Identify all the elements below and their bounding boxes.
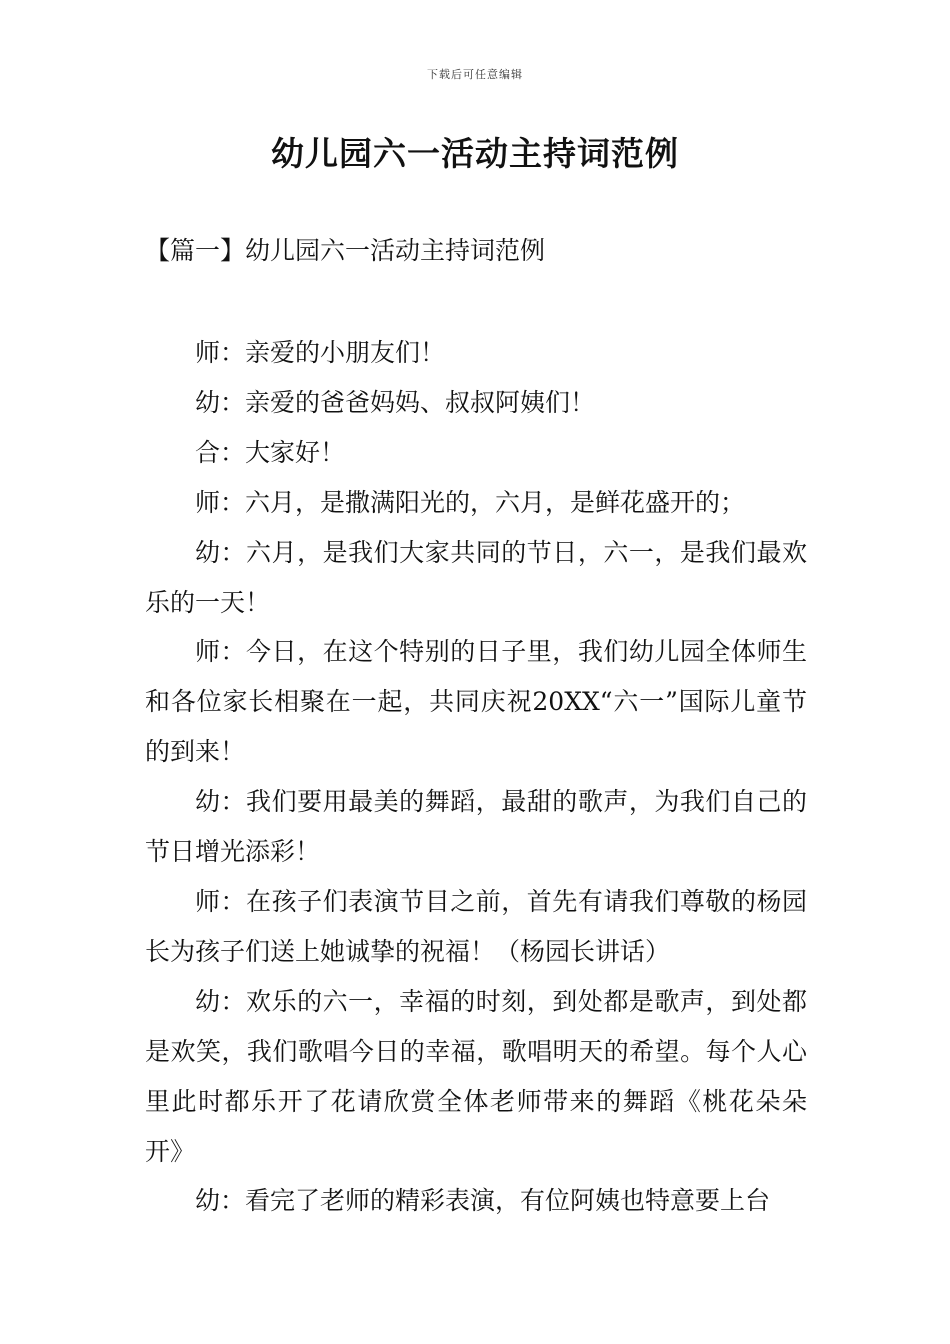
document-title: 幼儿园六一活动主持词范例 [271,134,679,173]
paragraph: 师：亲爱的小朋友们！ [195,338,446,367]
header-note: 下载后可任意编辑 [427,68,523,81]
paragraph: 幼：亲爱的爸爸妈妈、叔叔阿姨们！ [195,387,596,417]
paragraph: 师：在孩子们表演节目之前，首先有请我们尊敬的杨园长为孩子们送上她诚挚的祝福！（杨园长讲话） [145,886,807,966]
paragraph: 幼：六月，是我们大家共同的节日，六一，是我们最欢乐的一天！ [145,537,807,617]
paragraph: 幼：看完了老师的精彩表演，有位阿姨也特意要上台 [195,1186,771,1216]
paragraph: 师：今日，在这个特别的日子里，我们幼儿园全体师生和各位家长相聚在一起，共同庆祝20XX“六一”国际儿童节的到来！ [145,637,807,767]
document-body [145,328,807,1226]
paragraph: 幼：欢乐的六一，幸福的时刻，到处都是歌声，到处都是欢笑，我们歌唱今日的幸福，歌唱明天的希望。每个人心里此时都乐开了花请欣赏全体老师带来的舞蹈《桃花朵朵开》 [145,986,807,1166]
paragraph: 合：大家好！ [195,437,346,467]
section-heading: 【篇一】幼儿园六一活动主持词范例 [145,236,546,265]
paragraph: 幼：我们要用最美的舞蹈，最甜的歌声，为我们自己的节日增光添彩！ [145,787,807,867]
paragraph: 师：六月，是撒满阳光的，六月，是鲜花盛开的； [195,487,746,517]
